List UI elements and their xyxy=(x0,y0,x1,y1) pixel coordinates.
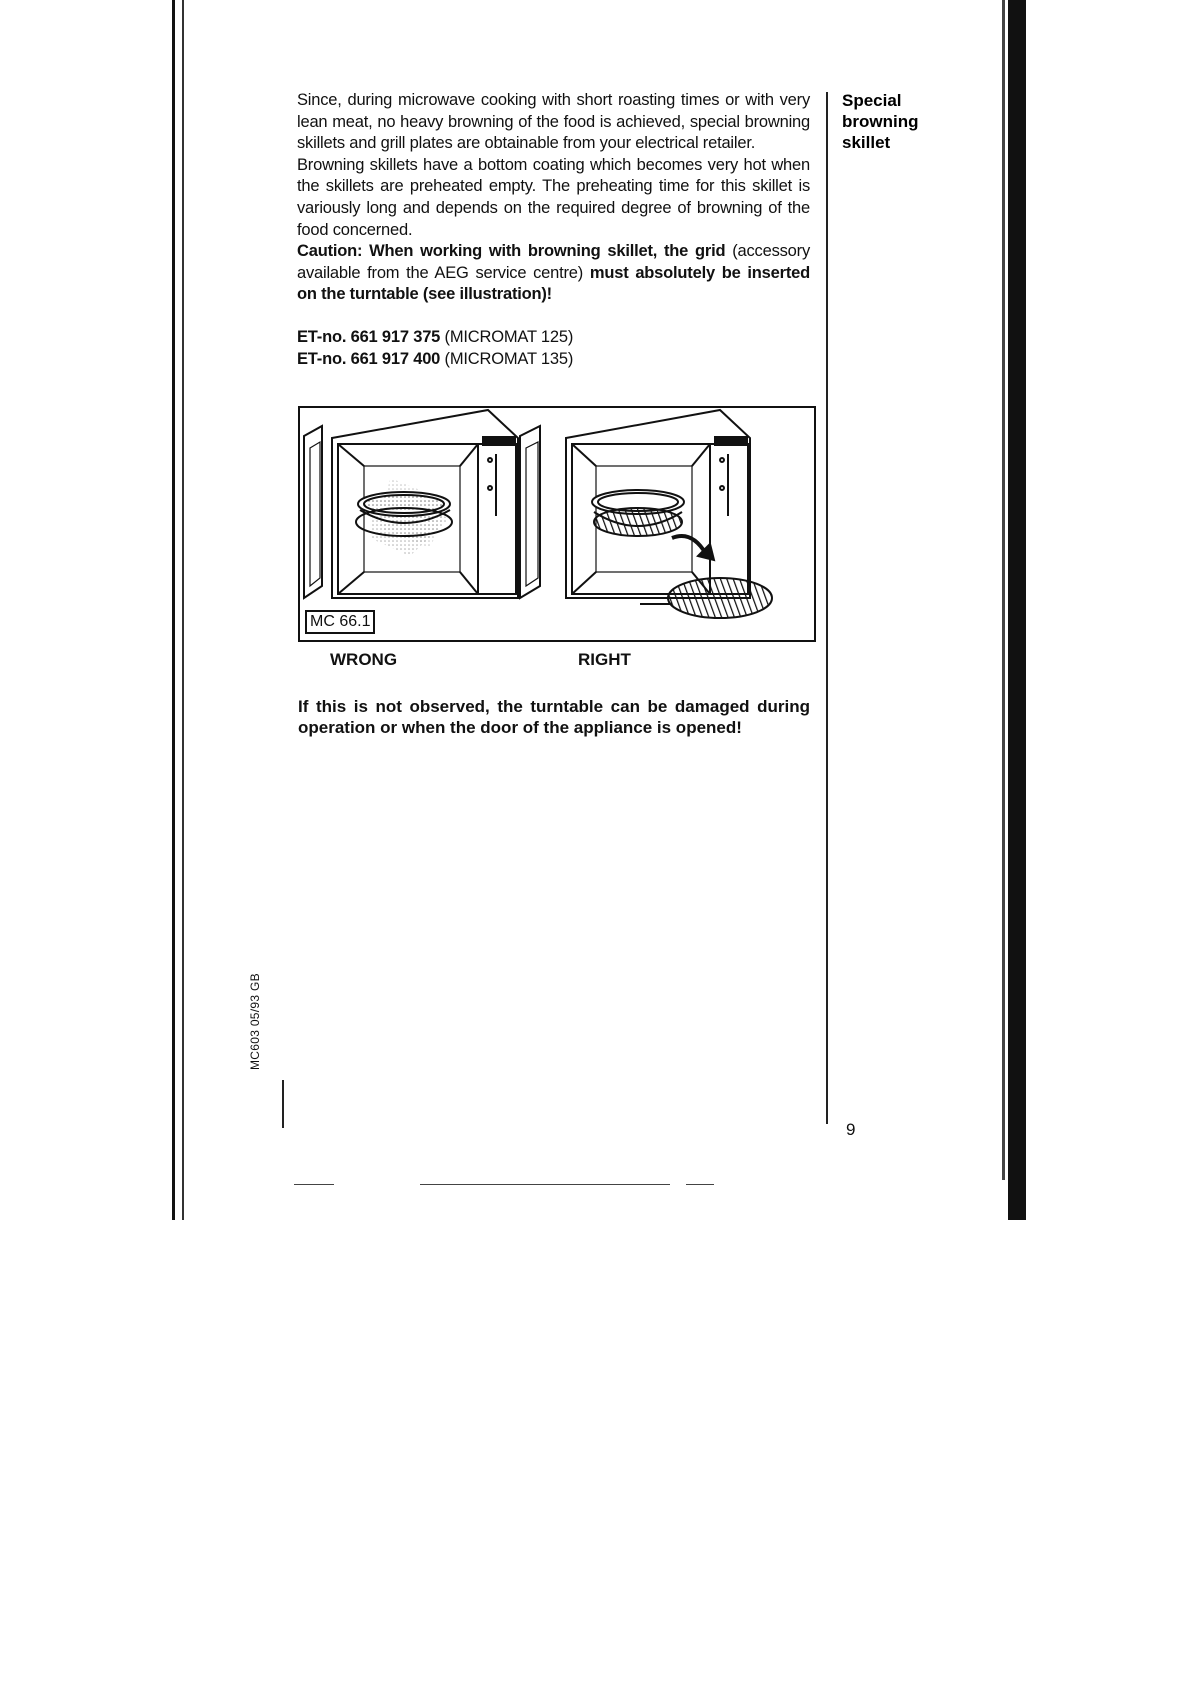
et-number-list xyxy=(297,327,810,370)
caution-lead: Caution: When working with browning skillet, the grid xyxy=(297,242,726,261)
caption-right: RIGHT xyxy=(578,650,631,669)
caution-paragraph xyxy=(297,241,810,306)
footer-dash xyxy=(686,1184,714,1185)
right-edge-bar xyxy=(1008,0,1026,1220)
document-code: MC603 05/93 GB xyxy=(248,973,262,1070)
et-number: ET-no. 661 917 375 xyxy=(297,327,441,346)
footer-dash xyxy=(294,1184,334,1185)
caution-instruction: must absolutely be inserted on the turntable (see illustration)! xyxy=(297,263,810,304)
footer-rule-left xyxy=(282,1080,284,1128)
left-edge-bar-inner xyxy=(182,0,184,1220)
skillet-paragraph: Browning skillets have a bottom coating which becomes very hot when the skillets are preheated empty. The preheating time for this skillet is variously long and depends on the required degree of browning of the food concerned. xyxy=(297,155,810,239)
right-edge-bar-inner xyxy=(1002,0,1005,1180)
column-divider xyxy=(826,92,828,1092)
section-heading: Special browning skillet xyxy=(842,91,919,152)
caution-note: (accessory available from the AEG service centre) xyxy=(297,242,811,282)
body-text xyxy=(297,90,810,370)
left-edge-bar xyxy=(172,0,175,1220)
footer-rule-right xyxy=(826,1082,828,1124)
intro-paragraph: Since, during microwave cooking with short roasting times or with very lean meat, no heavy browning of the food is achieved, special browning skillets and grill plates are obtainable from your electrical retailer. xyxy=(297,91,810,153)
caption-wrong: WRONG xyxy=(330,650,398,669)
footer-dash xyxy=(420,1184,670,1185)
microwave-drawing xyxy=(300,408,814,640)
figure-code: MC 66.1 xyxy=(305,610,375,634)
et-model: (MICROMAT 125) xyxy=(440,327,574,346)
et-number: ET-no. 661 917 400 xyxy=(297,349,441,368)
et-model: (MICROMAT 135) xyxy=(440,349,574,368)
page-number: 9 xyxy=(846,1120,856,1139)
right-microwave xyxy=(520,410,772,618)
warning-text: If this is not observed, the turntable can be damaged during operation or when the door of the appliance is opened! xyxy=(298,697,810,737)
wrong-microwave xyxy=(304,410,518,598)
microwave-illustration xyxy=(298,406,816,642)
